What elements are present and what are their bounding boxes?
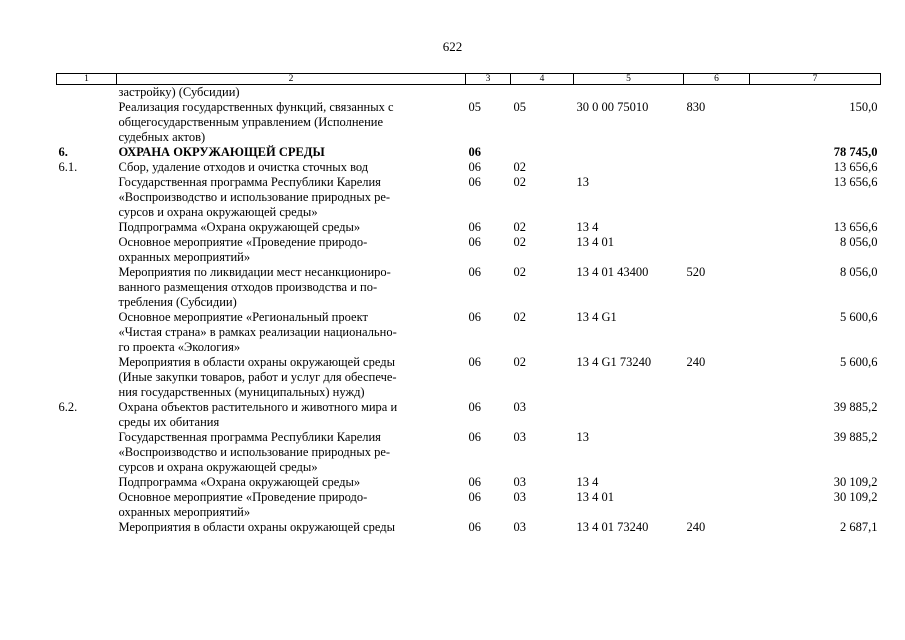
section-code: 06 xyxy=(468,520,481,534)
expense-type-code xyxy=(684,220,750,235)
amount: 150,0 xyxy=(849,100,878,114)
target-article-code: 13 4 01 43400 xyxy=(576,265,649,279)
page-number: 622 xyxy=(442,39,463,54)
table-row xyxy=(57,160,881,175)
subsection-code: 03 xyxy=(513,430,526,444)
amount: 30 109,2 xyxy=(833,490,878,504)
row-name: Подпрограмма «Охрана окружающей среды» xyxy=(118,475,361,489)
row-number xyxy=(57,175,117,220)
target-article-code: 13 4 01 xyxy=(576,490,614,504)
table-row xyxy=(57,175,881,220)
row-name: Подпрограмма «Охрана окружающей среды» xyxy=(118,220,361,234)
table-row xyxy=(57,310,881,355)
row-number xyxy=(57,220,117,235)
table-row xyxy=(57,220,881,235)
amount: 39 885,2 xyxy=(833,400,878,414)
table-row xyxy=(57,475,881,490)
section-code: 06 xyxy=(468,160,481,174)
target-article-code xyxy=(574,85,684,101)
expense-type-code: 520 xyxy=(686,265,706,279)
column-header: 5 xyxy=(574,74,684,85)
target-article-code: 13 4 xyxy=(576,475,599,489)
section-code xyxy=(466,85,511,101)
table-row xyxy=(57,235,881,265)
section-code: 06 xyxy=(468,175,481,189)
row-number: 6.2. xyxy=(58,400,78,414)
target-article-code: 13 4 G1 73240 xyxy=(576,355,652,369)
amount: 13 656,6 xyxy=(833,220,878,234)
expense-type-code xyxy=(684,475,750,490)
column-header: 6 xyxy=(684,74,750,85)
row-name: Мероприятия по ликвидации мест несанкциониро- ванного размещения отходов производства и по- требления (Субсидии) xyxy=(118,265,391,309)
row-name: Государственная программа Республики Карелия «Воспроизводство и использование природных ре- сурсов и охрана окружающей среды» xyxy=(118,430,391,474)
table-row xyxy=(57,400,881,430)
column-header: 3 xyxy=(466,74,511,85)
row-number xyxy=(57,235,117,265)
table-row xyxy=(57,265,881,310)
column-header: 1 xyxy=(57,74,117,85)
row-name: Охрана объектов растительного и животного мира и среды их обитания xyxy=(118,400,398,429)
expense-type-code xyxy=(684,160,750,175)
target-article-code: 13 4 xyxy=(576,220,599,234)
section-code: 06 xyxy=(468,310,481,324)
section-code: 06 xyxy=(468,220,481,234)
table-row xyxy=(57,430,881,475)
row-name: Основное мероприятие «Проведение природо- охранных мероприятий» xyxy=(118,235,368,264)
row-number xyxy=(57,100,117,145)
row-name: Мероприятия в области охраны окружающей среды xyxy=(118,520,395,534)
expense-type-code xyxy=(684,490,750,520)
subsection-code: 02 xyxy=(513,265,526,279)
column-number-row xyxy=(57,74,881,85)
expense-type-code xyxy=(684,175,750,220)
target-article-code: 13 4 01 73240 xyxy=(576,520,649,534)
table-body xyxy=(57,85,881,536)
amount: 8 056,0 xyxy=(840,265,878,279)
row-number: 6.1. xyxy=(58,160,78,174)
subsection-code: 03 xyxy=(513,490,526,504)
subsection-code: 03 xyxy=(513,475,526,489)
amount: 2 687,1 xyxy=(840,520,878,534)
budget-table xyxy=(56,73,881,535)
table-row xyxy=(57,145,881,160)
expense-type-code xyxy=(684,400,750,430)
row-name: застройку) (Субсидии) xyxy=(118,85,240,99)
section-code: 06 xyxy=(468,235,481,249)
section-code: 05 xyxy=(468,100,481,114)
section-code: 06 xyxy=(468,430,481,444)
table-row xyxy=(57,355,881,400)
row-name: Основное мероприятие «Региональный проект «Чистая страна» в рамках реализации национально- го проекта «Экология» xyxy=(118,310,397,354)
row-name: ОХРАНА ОКРУЖАЮЩЕЙ СРЕДЫ xyxy=(118,145,325,159)
expense-type-code xyxy=(684,430,750,475)
subsection-code: 02 xyxy=(513,355,526,369)
section-code: 06 xyxy=(468,475,481,489)
subsection-code: 02 xyxy=(513,175,526,189)
row-number xyxy=(57,310,117,355)
expense-type-code: 830 xyxy=(686,100,706,114)
row-number xyxy=(57,85,117,101)
expense-type-code: 240 xyxy=(686,355,706,369)
amount: 78 745,0 xyxy=(833,145,878,159)
expense-type-code xyxy=(684,85,750,101)
target-article-code: 30 0 00 75010 xyxy=(576,100,649,114)
row-number xyxy=(57,475,117,490)
amount: 30 109,2 xyxy=(833,475,878,489)
target-article-code xyxy=(574,160,684,175)
subsection-code: 02 xyxy=(513,220,526,234)
section-code: 06 xyxy=(468,145,481,159)
subsection-code xyxy=(511,145,574,160)
subsection-code: 05 xyxy=(513,100,526,114)
amount xyxy=(750,85,881,101)
table-row xyxy=(57,100,881,145)
row-number: 6. xyxy=(58,145,68,159)
subsection-code: 02 xyxy=(513,310,526,324)
amount: 13 656,6 xyxy=(833,175,878,189)
expense-type-code xyxy=(684,310,750,355)
row-name: Основное мероприятие «Проведение природо- охранных мероприятий» xyxy=(118,490,368,519)
amount: 5 600,6 xyxy=(840,310,878,324)
expense-type-code xyxy=(684,145,750,160)
row-name: Сбор, удаление отходов и очистка сточных вод xyxy=(118,160,369,174)
section-code: 06 xyxy=(468,355,481,369)
target-article-code xyxy=(574,400,684,430)
target-article-code: 13 4 01 xyxy=(576,235,614,249)
column-header: 4 xyxy=(511,74,574,85)
amount: 39 885,2 xyxy=(833,430,878,444)
column-header: 7 xyxy=(750,74,881,85)
section-code: 06 xyxy=(468,490,481,504)
target-article-code: 13 xyxy=(576,430,589,444)
table-row xyxy=(57,85,881,101)
expense-type-code xyxy=(684,235,750,265)
row-number xyxy=(57,490,117,520)
subsection-code xyxy=(511,85,574,101)
section-code: 06 xyxy=(468,400,481,414)
table-row xyxy=(57,520,881,535)
row-name: Мероприятия в области охраны окружающей среды (Иные закупки товаров, работ и услуг для обеспече- ния государственных (муниципальных) нужд) xyxy=(118,355,397,399)
row-number xyxy=(57,355,117,400)
section-code: 06 xyxy=(468,265,481,279)
row-number xyxy=(57,265,117,310)
amount: 5 600,6 xyxy=(840,355,878,369)
amount: 13 656,6 xyxy=(833,160,878,174)
expense-type-code: 240 xyxy=(686,520,706,534)
amount: 8 056,0 xyxy=(840,235,878,249)
row-name: Государственная программа Республики Карелия «Воспроизводство и использование природных ре- сурсов и охрана окружающей среды» xyxy=(118,175,391,219)
row-number xyxy=(57,520,117,535)
row-name: Реализация государственных функций, связанных с общегосударственным управлением (Исполнение судебных актов) xyxy=(118,100,394,144)
row-number xyxy=(57,430,117,475)
target-article-code: 13 4 G1 xyxy=(576,310,617,324)
target-article-code: 13 xyxy=(576,175,589,189)
target-article-code xyxy=(574,145,684,160)
subsection-code: 03 xyxy=(513,400,526,414)
subsection-code: 02 xyxy=(513,235,526,249)
table-row xyxy=(57,490,881,520)
subsection-code: 02 xyxy=(513,160,526,174)
subsection-code: 03 xyxy=(513,520,526,534)
column-header: 2 xyxy=(117,74,466,85)
